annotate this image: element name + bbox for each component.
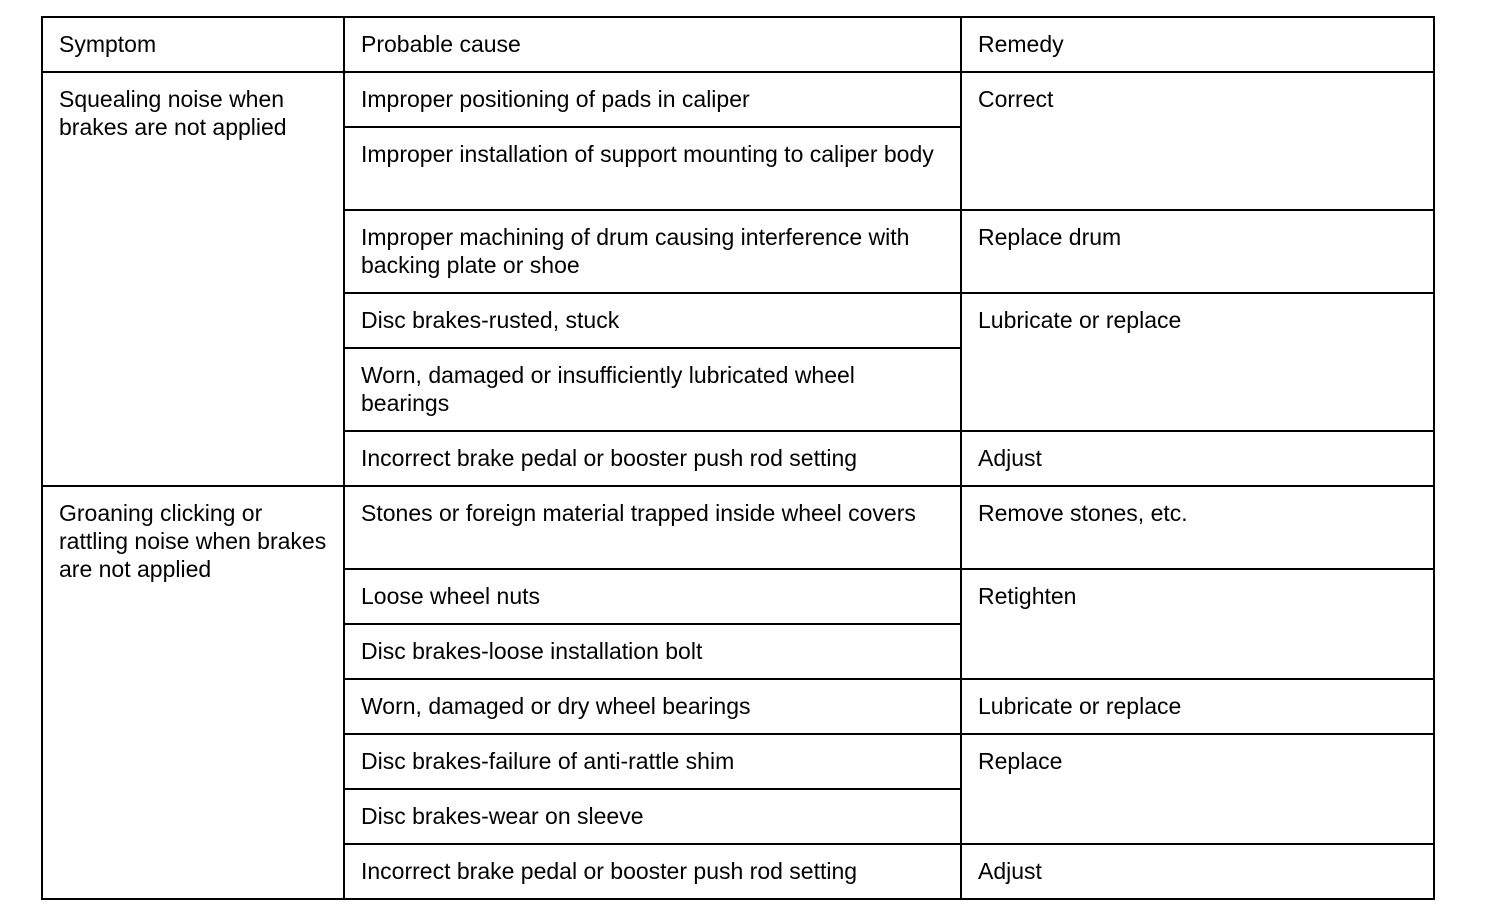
symptom-cell: Groaning clicking or rattling noise when brakes are not applied bbox=[42, 486, 344, 899]
cause-cell: Worn, damaged or dry wheel bearings bbox=[344, 679, 961, 734]
remedy-cell: Correct bbox=[961, 72, 1434, 210]
cause-cell: Disc brakes-loose installation bolt bbox=[344, 624, 961, 679]
cause-cell: Stones or foreign material trapped inside wheel covers bbox=[344, 486, 961, 569]
symptom-cell: Squealing noise when brakes are not applied bbox=[42, 72, 344, 486]
header-row bbox=[42, 17, 1434, 72]
remedy-cell: Replace bbox=[961, 734, 1434, 844]
cause-cell: Improper installation of support mounting to caliper body bbox=[344, 127, 961, 210]
cause-cell: Incorrect brake pedal or booster push rod setting bbox=[344, 431, 961, 486]
remedy-cell: Lubricate or replace bbox=[961, 679, 1434, 734]
cause-cell: Disc brakes-wear on sleeve bbox=[344, 789, 961, 844]
header-remedy: Remedy bbox=[961, 17, 1434, 72]
cause-cell: Disc brakes-rusted, stuck bbox=[344, 293, 961, 348]
cause-cell: Worn, damaged or insufficiently lubricated wheel bearings bbox=[344, 348, 961, 431]
cause-cell: Improper positioning of pads in caliper bbox=[344, 72, 961, 127]
header-symptom: Symptom bbox=[42, 17, 344, 72]
cause-cell: Improper machining of drum causing interference with backing plate or shoe bbox=[344, 210, 961, 293]
header-probable-cause: Probable cause bbox=[344, 17, 961, 72]
remedy-cell: Lubricate or replace bbox=[961, 293, 1434, 431]
cause-cell: Disc brakes-failure of anti-rattle shim bbox=[344, 734, 961, 789]
diagnosis-table bbox=[41, 16, 1435, 900]
remedy-cell: Remove stones, etc. bbox=[961, 486, 1434, 569]
remedy-cell: Retighten bbox=[961, 569, 1434, 679]
remedy-cell: Adjust bbox=[961, 431, 1434, 486]
cause-cell: Incorrect brake pedal or booster push rod setting bbox=[344, 844, 961, 899]
remedy-cell: Replace drum bbox=[961, 210, 1434, 293]
remedy-cell: Adjust bbox=[961, 844, 1434, 899]
table-row bbox=[42, 72, 1434, 127]
cause-cell: Loose wheel nuts bbox=[344, 569, 961, 624]
table-row bbox=[42, 486, 1434, 569]
